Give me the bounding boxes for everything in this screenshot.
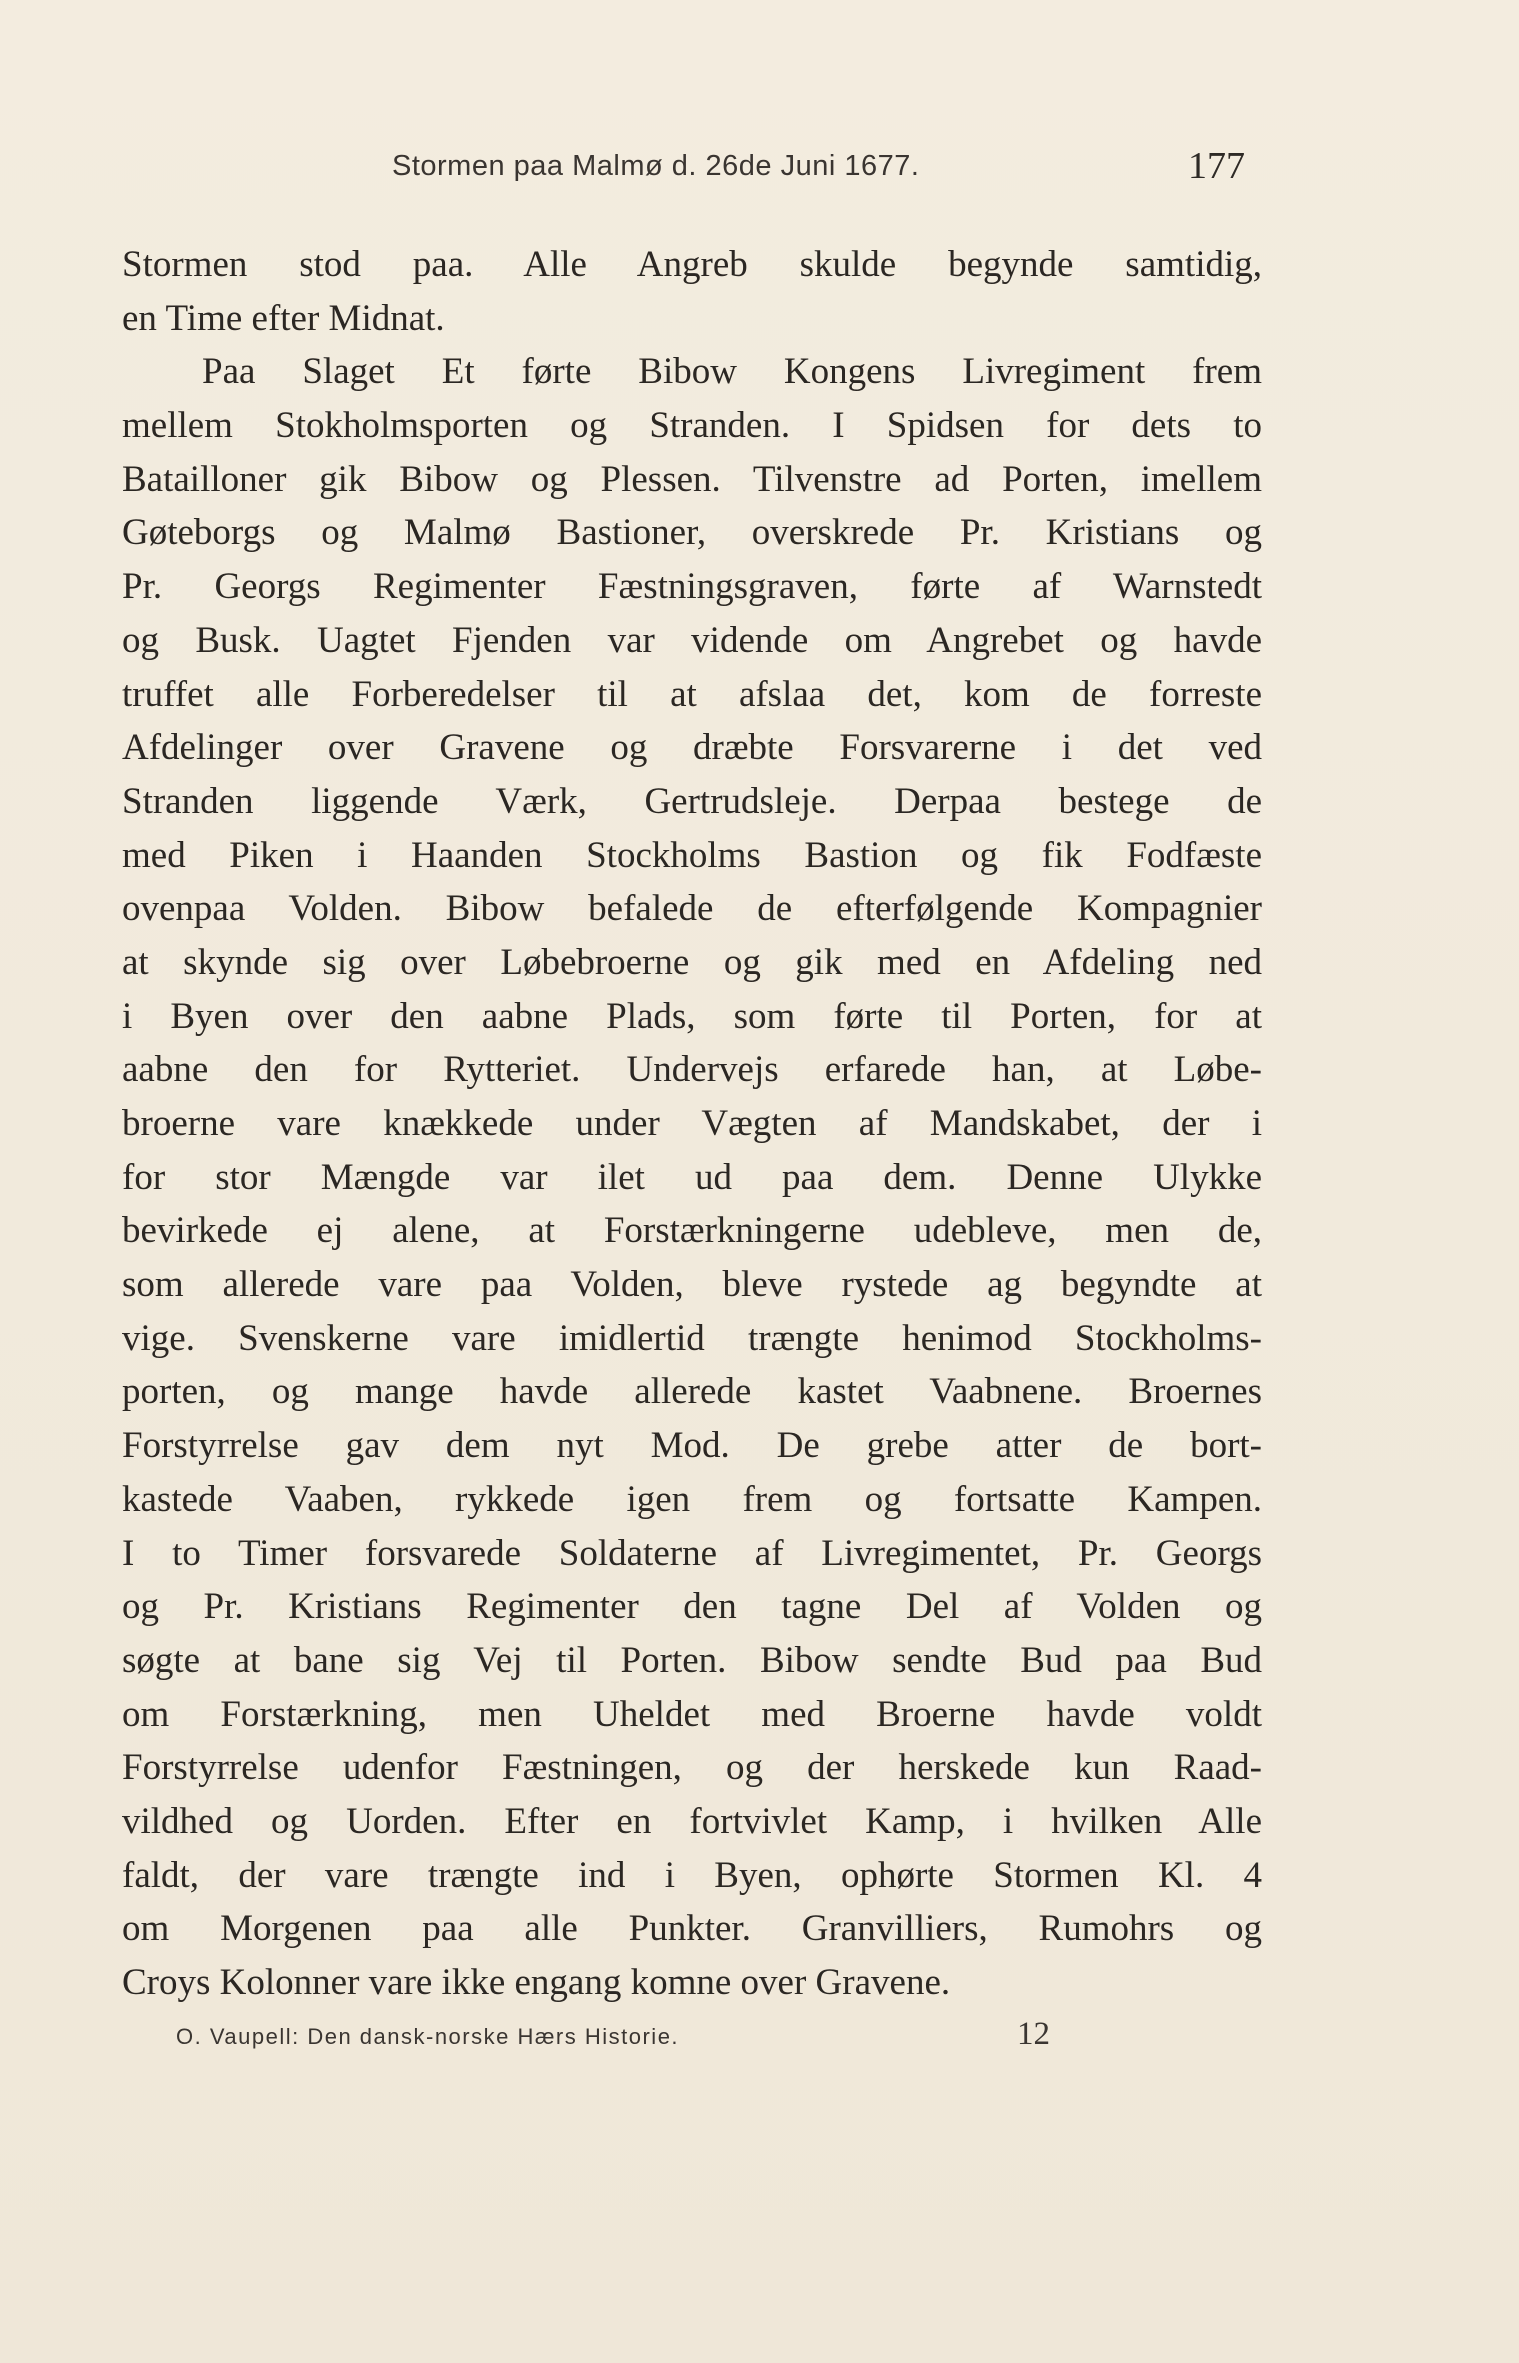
text-line: broerne vare knækkede under Vægten af Mandskabet, der i: [122, 1103, 1262, 1144]
text-line: porten, og mange havde allerede kastet Vaabnene. Broernes: [122, 1371, 1262, 1413]
text-line: vildhed og Uorden. Efter en fortvivlet Kamp, i hvilken Alle: [122, 1800, 1262, 1842]
text-line: Croys Kolonner vare ikke engang komne over Gravene.: [122, 1962, 951, 2003]
text-line: ovenpaa Volden. Bibow befalede de efterfølgende Kompagnier: [122, 888, 1262, 930]
text-line: Batailloner gik Bibow og Plessen. Tilvenstre ad Porten, imellem: [122, 458, 1262, 500]
body-text: [122, 238, 1262, 2010]
text-line: og Busk. Uagtet Fjenden var vidende om Angrebet og havde: [122, 619, 1262, 661]
text-line: Pr. Georgs Regimenter Fæstningsgraven, førte af Warnstedt: [122, 566, 1262, 608]
text-line: Afdelinger over Gravene og dræbte Forsvarerne i det ved: [122, 727, 1262, 769]
text-line: bevirkede ej alene, at Forstærkningerne udebleve, men de,: [122, 1210, 1262, 1252]
text-line: en Time efter Midnat.: [122, 297, 445, 339]
text-line: om Morgenen paa alle Punkter. Granvilliers, Rumohrs og: [122, 1908, 1262, 1950]
page-number: 177: [1188, 145, 1245, 187]
text-line: vige. Svenskerne vare imidlertid trængte henimod Stockholms-: [122, 1317, 1262, 1359]
text-line: for stor Mængde var ilet ud paa dem. Denne Ulykke: [122, 1156, 1262, 1198]
text-line: i Byen over den aabne Plads, som førte til Porten, for at: [122, 995, 1262, 1037]
text-line: mellem Stokholmsporten og Stranden. I Spidsen for dets to: [122, 405, 1262, 447]
text-line: om Forstærkning, men Uheldet med Broerne havde voldt: [122, 1693, 1262, 1735]
text-line: Forstyrrelse gav dem nyt Mod. De grebe atter de bort-: [122, 1425, 1262, 1467]
text-line: med Piken i Haanden Stockholms Bastion og fik Fodfæste: [122, 834, 1262, 876]
text-line: kastede Vaaben, rykkede igen frem og fortsatte Kampen.: [122, 1478, 1262, 1520]
running-title: Stormen paa Malmø d. 26de Juni 1677.: [392, 150, 920, 182]
text-line: Paa Slaget Et førte Bibow Kongens Livregiment frem: [202, 351, 1262, 393]
text-line: og Pr. Kristians Regimenter den tagne Del af Volden og: [122, 1586, 1262, 1628]
text-line: Forstyrrelse udenfor Fæstningen, og der herskede kun Raad-: [122, 1747, 1262, 1789]
text-line: Gøteborgs og Malmø Bastioner, overskrede Pr. Kristians og: [122, 512, 1262, 554]
text-line: at skynde sig over Løbebroerne og gik med en Afdeling ned: [122, 941, 1262, 983]
text-line: Stormen stod paa. Alle Angreb skulde begynde samtidig,: [122, 244, 1262, 285]
text-line: I to Timer forsvarede Soldaterne af Livregimentet, Pr. Georgs: [122, 1532, 1262, 1574]
text-line: søgte at bane sig Vej til Porten. Bibow sendte Bud paa Bud: [122, 1639, 1262, 1681]
source-footnote: O. Vaupell: Den dansk-norske Hærs Historie.: [176, 2024, 680, 2049]
signature-mark: 12: [1017, 2016, 1050, 2052]
text-line: som allerede vare paa Volden, bleve rystede ag begyndte at: [122, 1264, 1262, 1306]
text-line: truffet alle Forberedelser til at afslaa det, kom de forreste: [122, 673, 1262, 715]
text-line: Stranden liggende Værk, Gertrudsleje. Derpaa bestege de: [122, 780, 1262, 822]
text-line: faldt, der vare trængte ind i Byen, ophørte Stormen Kl. 4: [122, 1854, 1262, 1896]
text-line: aabne den for Rytteriet. Undervejs erfarede han, at Løbe-: [122, 1049, 1262, 1091]
